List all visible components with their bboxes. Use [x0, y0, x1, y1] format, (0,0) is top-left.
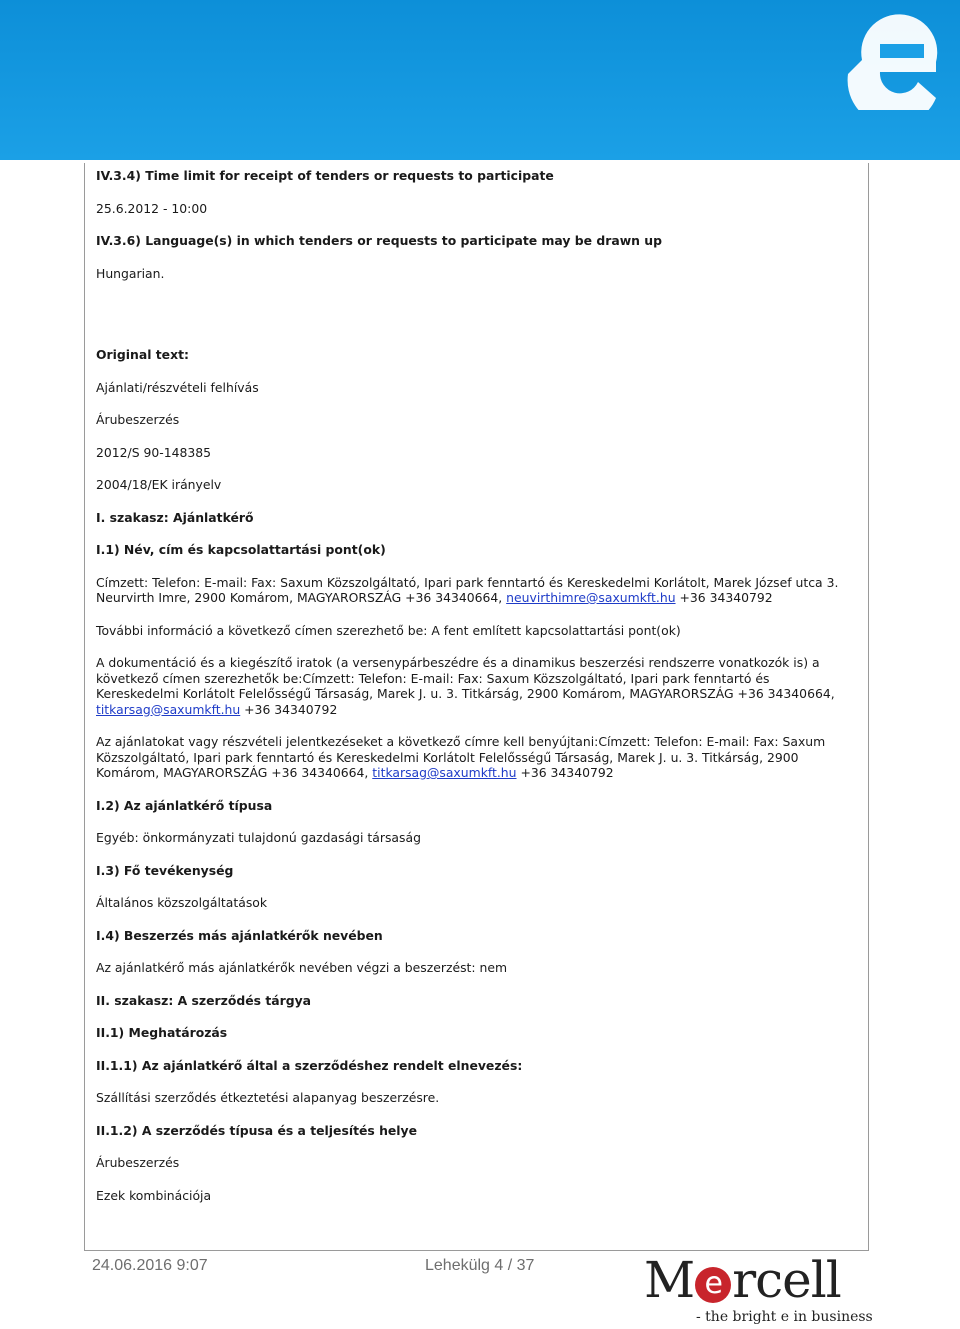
directive: 2004/18/EK irányelv — [96, 477, 222, 492]
heading-main-activity: I.3) Fő tevékenység — [96, 862, 234, 878]
main-activity-value: Általános közszolgáltatások — [96, 895, 268, 910]
documents-text: A dokumentáció és a kiegészítő iratok (a versenypárbeszédre és a dinamikus beszerzési rendszerre vonatkozók is) a következő címen szerezhetők be:Címzett: Telefon: E-mail: Fax: Saxum Közszolgáltató, Ipari park fenntartó és Kereskedelmi Korlátolt Felelősségű Társaság, Marek J. u. 3. Titkárság, 2900 Komárom, MAGYARORSZÁG +36 34340664, — [96, 655, 835, 701]
page-frame-left — [84, 163, 85, 1250]
brand-letter-m: M — [644, 1251, 695, 1309]
heading-on-behalf: I.4) Beszerzés más ajánlatkérők nevében — [96, 927, 383, 943]
page-frame-right — [868, 163, 869, 1250]
authority-type-value: Egyéb: önkormányzati tulajdonú gazdasági társaság — [96, 830, 421, 845]
heading-language: IV.3.6) Language(s) in which tenders or requests to participate may be drawn up — [96, 233, 662, 248]
email-link-neuvirth[interactable]: neuvirthimre@saxumkft.hu — [506, 590, 676, 605]
submission-paragraph — [96, 734, 856, 781]
on-behalf-value: Az ajánlatkérő más ajánlatkérők nevében végzi a beszerzést: nem — [96, 960, 508, 975]
procurement-type: Árubeszerzés — [96, 412, 180, 427]
submission-phone: +36 34340792 — [516, 765, 614, 780]
documents-phone: +36 34340792 — [240, 701, 338, 717]
brand-wordmark — [644, 1252, 841, 1308]
submission-text: Az ajánlatokat vagy részvételi jelentkezéseket a következő címre kell benyújtani:Címzett: Telefon: E-mail: Fax: Saxum Közszolgáltató, Ipari park fenntartó és Kereskedelmi Korlátolt Felelősségű Társaság, Marek J. u. 3. Titkárság, 2900 Komárom, MAGYARORSZÁG +36 34340664, — [96, 734, 826, 780]
deadline-value: 25.6.2012 - 10:00 — [96, 200, 208, 216]
heading-description: II.1) Meghatározás — [96, 1025, 228, 1040]
documents-paragraph — [96, 655, 856, 717]
brand-tagline: - the bright e in business — [696, 1309, 873, 1325]
further-info-line: További információ a következő címen szerezhető be: A fent említett kapcsolattartási pont(ok) — [96, 622, 681, 638]
brand-letters-rest: rcell — [732, 1251, 841, 1309]
combination-value: Ezek kombinációja — [96, 1187, 212, 1203]
notice-number: 2012/S 90-148385 — [96, 444, 212, 460]
marcell-e-logo-icon — [840, 0, 950, 110]
brand-e-icon: e — [695, 1267, 731, 1303]
heading-name-address: I.1) Név, cím és kapcsolattartási pont(ok) — [96, 542, 386, 557]
document-body — [96, 168, 856, 1203]
contact-phone: +36 34340792 — [675, 590, 773, 605]
contact-paragraph — [96, 575, 856, 606]
language-value: Hungarian. — [96, 265, 165, 281]
contract-title-value: Szállítási szerződés étkeztetési alapanyag beszerzésre. — [96, 1090, 440, 1105]
original-text-label: Original text: — [96, 347, 189, 362]
heading-time-limit: IV.3.4) Time limit for receipt of tenders or requests to participate — [96, 168, 554, 183]
header-band — [0, 0, 960, 160]
section-1-heading: I. szakasz: Ajánlatkérő — [96, 509, 254, 525]
contract-type-value: Árubeszerzés — [96, 1155, 180, 1170]
contact-text: Címzett: Telefon: E-mail: Fax: Saxum Közszolgáltató, Ipari park fenntartó és Kereskedelmi Korlátolt, Marek József utca 3. Neurvirth Imre, 2900 Komárom, MAGYARORSZÁG +36 34340664, — [96, 574, 839, 605]
heading-contract-title: II.1.1) Az ajánlatkérő által a szerződéshez rendelt elnevezés: — [96, 1057, 523, 1073]
marcell-brand-logo — [644, 1251, 873, 1328]
email-link-titkarsag-docs[interactable]: titkarsag@saxumkft.hu — [96, 701, 241, 717]
footer-page-number: Lehekülg 4 / 37 — [425, 1257, 535, 1274]
email-link-titkarsag-submit[interactable]: titkarsag@saxumkft.hu — [372, 765, 517, 780]
heading-authority-type: I.2) Az ajánlatkérő típusa — [96, 797, 273, 813]
footer-date: 24.06.2016 9:07 — [92, 1257, 208, 1274]
section-2-heading: II. szakasz: A szerződés tárgya — [96, 992, 312, 1008]
notice-type: Ajánlati/részvételi felhívás — [96, 379, 259, 395]
heading-contract-type: II.1.2) A szerződés típusa és a teljesítés helye — [96, 1122, 418, 1138]
